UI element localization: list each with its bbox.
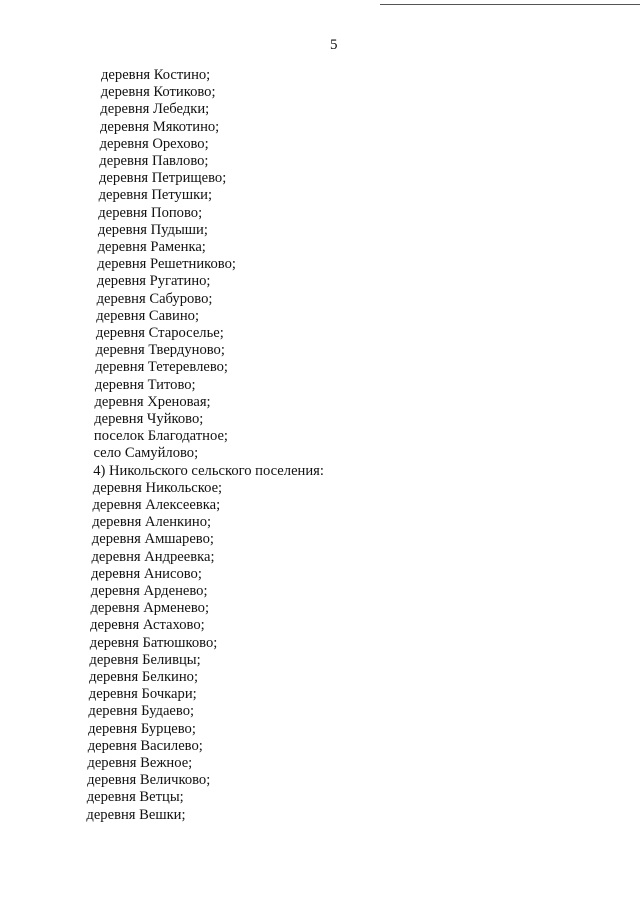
list-item: деревня Анисово; [91, 565, 202, 582]
list-item: деревня Орехово; [99, 135, 209, 152]
list-item: деревня Бочкари; [88, 686, 197, 703]
list-item: деревня Алексеевка; [92, 497, 221, 513]
list-item: деревня Попово; [98, 204, 203, 221]
list-item: деревня Ругатино; [96, 273, 211, 290]
list-item: деревня Чуйково; [94, 411, 204, 427]
list-item: деревня Арменево; [90, 600, 209, 617]
page-number: 5 [330, 37, 338, 53]
list-item: деревня Пудыши; [97, 221, 208, 238]
list-item: деревня Лебедки; [100, 101, 210, 118]
list-item: деревня Савино; [96, 307, 199, 324]
list-item: деревня Ветцы; [86, 789, 184, 806]
list-item: деревня Белкино; [89, 669, 199, 685]
list-item: деревня Сабурово; [96, 290, 213, 307]
list-item: деревня Андреевка; [91, 548, 215, 565]
list-item: деревня Решетниково; [97, 256, 236, 273]
list-item: деревня Котиково; [100, 84, 216, 101]
list-item: деревня Петушки; [98, 187, 213, 204]
list-item: деревня Павлово; [99, 153, 209, 169]
list-item: деревня Хреновая; [94, 393, 211, 410]
top-rule [380, 4, 640, 5]
list-item: деревня Василево; [87, 737, 203, 754]
list-item: деревня Раменка; [97, 239, 206, 255]
list-item: деревня Костино; [101, 67, 211, 83]
list-item: деревня Тетеревлево; [95, 359, 228, 376]
list-item: село Самуйлово; [93, 445, 199, 462]
list-item: деревня Староселье; [95, 325, 224, 341]
list-item: деревня Арденево; [90, 583, 208, 599]
list-item: деревня Твердуново; [95, 342, 225, 359]
list-item: деревня Батюшково; [89, 634, 218, 651]
list-item: деревня Астахово; [90, 617, 205, 634]
list-item: деревня Петрищево; [99, 170, 227, 187]
list-item: деревня Вешки; [86, 806, 186, 823]
section-heading: 4) Никольского сельского поселения: [93, 462, 324, 479]
list-item: деревня Амшарево; [91, 531, 214, 548]
list-item: деревня Вежное; [87, 755, 193, 771]
list-item: деревня Титово; [94, 376, 196, 393]
list-item: деревня Будаево; [88, 703, 195, 720]
list-item: деревня Бурцево; [88, 720, 196, 737]
list-item: деревня Аленкино; [92, 514, 212, 531]
list-item: деревня Беливцы; [89, 651, 201, 668]
list-item: деревня Величково; [87, 772, 211, 789]
list-item: поселок Благодатное; [93, 428, 228, 445]
list-item: деревня Никольское; [92, 479, 223, 496]
list-item: деревня Мякотино; [100, 118, 220, 135]
